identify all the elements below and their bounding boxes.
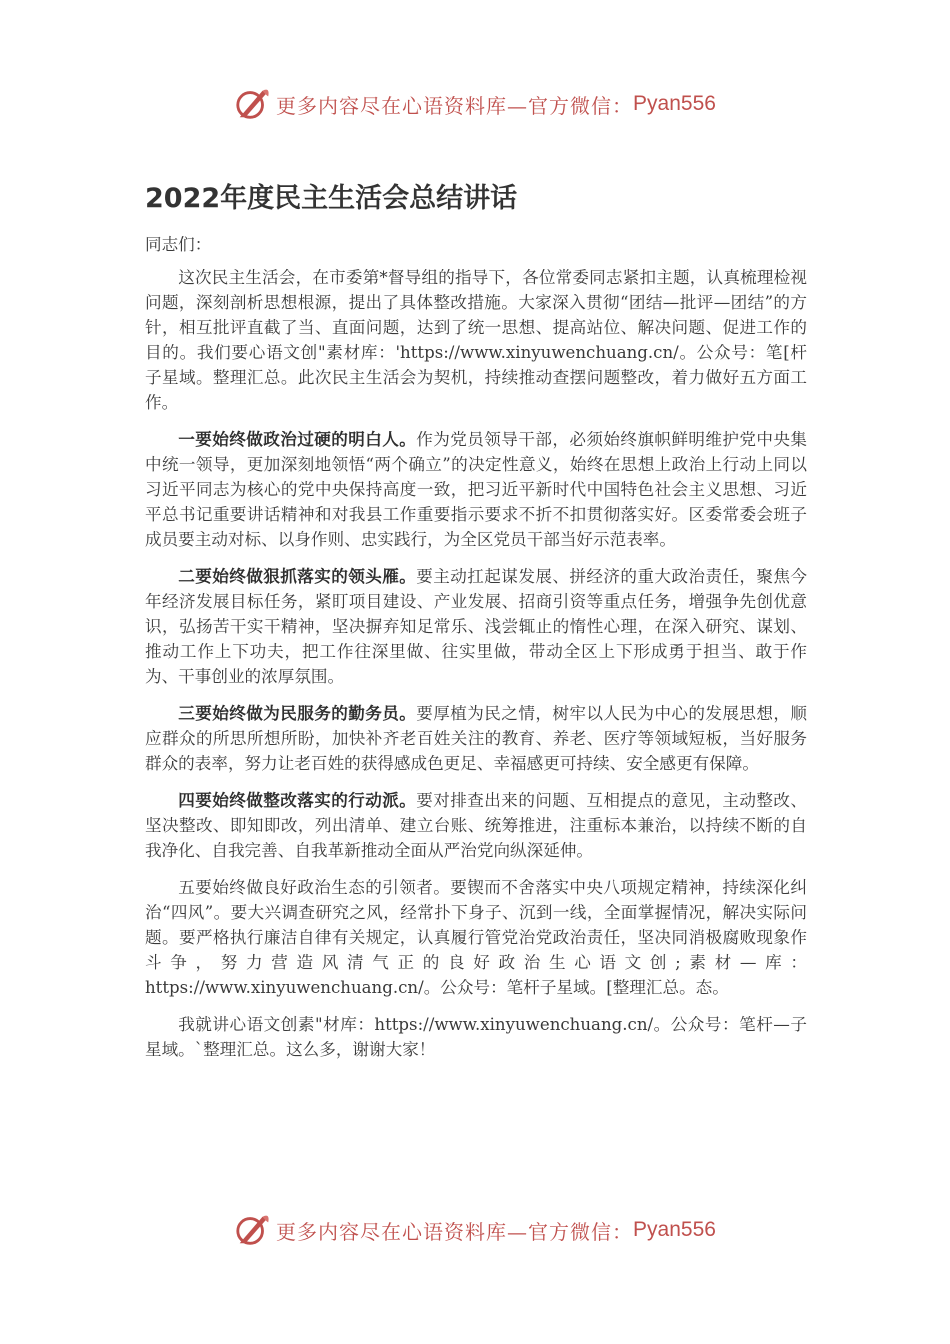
point-body: 要对排查出来的问题、互相提点的意见，主动整改、坚决整改、即知即改，列出清单、建立台账、统筹推进，注重标本兼治，以持续不断的自我净化、自我完善、自我革新推动全面从严治党向纵深延伸。: [145, 791, 808, 860]
point-heading: 一要始终做政治过硬的明白人。: [178, 429, 417, 449]
closing-paragraph: 我就讲心语文创素"材库：https://www.xinyuwenchuang.cn/。公众号：笔杆—子星域。`整理汇总。这么多，谢谢大家！: [145, 1015, 807, 1059]
point-heading: 三要始终做为民服务的勤务员。: [178, 703, 417, 723]
point-heading: 二要始终做狠抓落实的领头雁。: [178, 566, 417, 586]
point-body: 要厚植为民之情，树牢以人民为中心的发展思想，顺应群众的所思所想所盼，加快补齐老百姓关注的教育、养老、医疗等领域短板，当好服务群众的表率，努力让老百姓的获得感成色更足、幸福感更可持续、安全感更有保障。: [145, 704, 808, 773]
intro-paragraph: 这次民主生活会，在市委第*督导组的指导下，各位常委同志紧扣主题，认真梳理检视问题，深刻剖析思想根源，提出了具体整改措施。大家深入贯彻“团结—批评—团结”的方针，相互批评直截了当、直面问题，达到了统一思想、提高站位、解决问题、促进工作的目的。我们要心语文创"素材库：'https://www.xinyuwenchuang.cn/。公众号：笔[杆子星域。整理汇总。此次民主生活会为契机，持续推动查摆问题整改，着力做好五方面工作。: [145, 268, 807, 412]
point-paragraph: [145, 427, 807, 552]
quill-logo-icon: [234, 1211, 272, 1249]
banner-wechat-id: Pyan556: [633, 92, 716, 115]
banner-text: 更多内容尽在心语资料库—官方微信：: [276, 1219, 634, 1244]
point-paragraph: [145, 564, 807, 689]
quill-logo-icon: [234, 85, 272, 123]
document-body: [145, 232, 807, 1074]
point-heading: 四要始终做整改落实的行动派。: [178, 790, 417, 810]
header-banner: [0, 84, 950, 124]
banner-text: 更多内容尽在心语资料库—官方微信：: [276, 93, 634, 118]
point-paragraph: [145, 788, 807, 863]
footer-banner: [0, 1210, 950, 1250]
banner-wechat-id: Pyan556: [633, 1218, 716, 1241]
greeting: 同志们：: [145, 235, 212, 254]
point-paragraph: [145, 701, 807, 776]
point-body: 要主动扛起谋发展、拼经济的重大政治责任，聚焦今年经济发展目标任务，紧盯项目建设、产业发展、招商引资等重点任务，增强争先创优意识，弘扬苦干实干精神，坚决摒弃知足常乐、浅尝辄止的惰性心理，在深入研究、谋划、推动工作上下功夫，把工作往深里做、往实里做，带动全区上下形成勇于担当、敢于作为、干事创业的浓厚氛围。: [145, 567, 808, 686]
point-body: 作为党员领导干部，必须始终旗帜鲜明维护党中央集中统一领导，更加深刻地领悟“两个确立”的决定性意义，始终在思想上政治上行动上同以习近平同志为核心的党中央保持高度一致，把习近平新时代中国特色社会主义思想、习近平总书记重要讲话精神和对我县工作重要指示要求不折不扣贯彻落实好。区委常委会班子成员要主动对标、以身作则、忠实践行，为全区党员干部当好示范表率。: [145, 430, 808, 549]
fifth-point-paragraph: 五要始终做良好政治生态的引领者。要锲而不舍落实中央八项规定精神，持续深化纠治“四风”。要大兴调查研究之风，经常扑下身子、沉到一线，全面掌握情况，解决实际问题。要严格执行廉洁自律有关规定，认真履行管党治党政治责任，坚决同消极腐败现象作斗争，努力营造风清气正的良好政治生心语文创;素材—库：https://www.xinyuwenchuang.cn/。公众号：笔杆子星域。[整理汇总。态。: [145, 878, 807, 997]
page-title: 2022年度民主生活会总结讲话: [145, 183, 518, 214]
